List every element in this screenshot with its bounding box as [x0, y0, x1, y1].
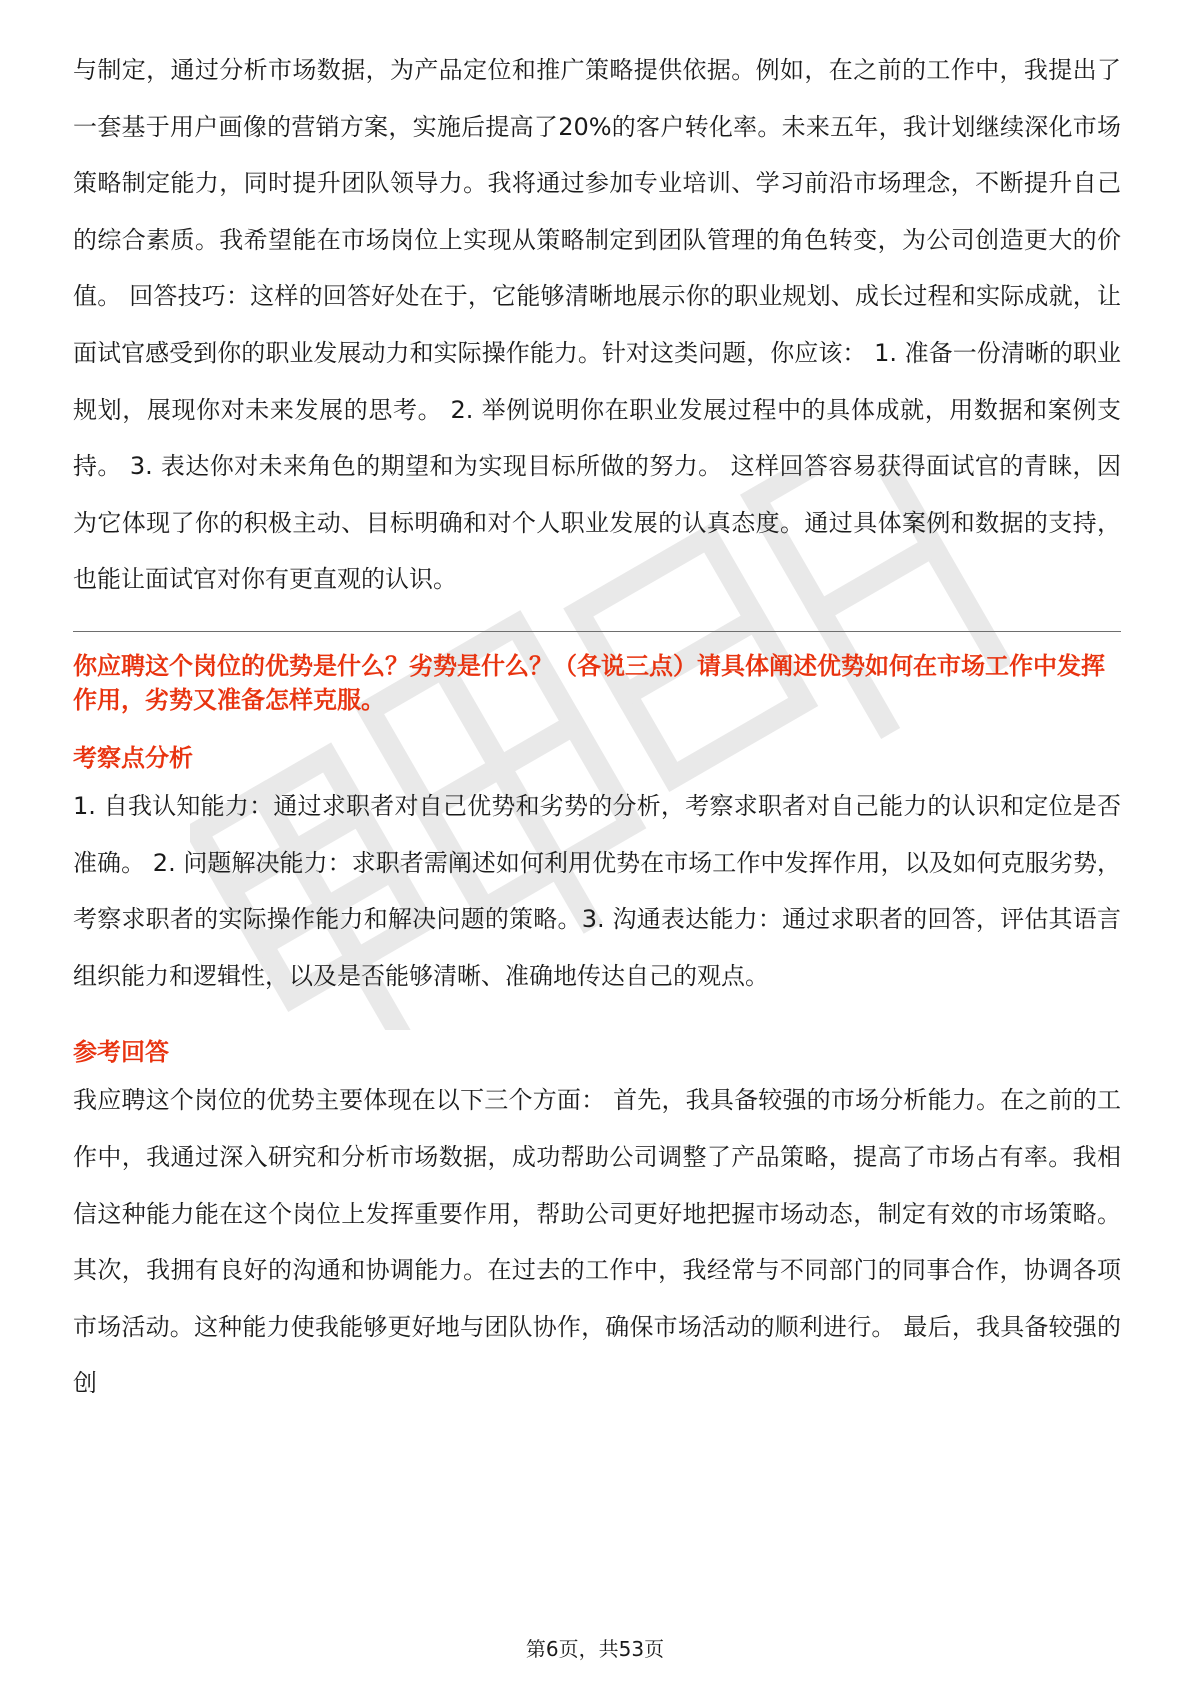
answer-paragraph: 我应聘这个岗位的优势主要体现在以下三个方面： 首先，我具备较强的市场分析能力。在之前的工作中，我通过深入研究和分析市场数据，成功帮助公司调整了产品策略，提高了市场占有率。我相信这种能力能在这个岗位上发挥重要作用，帮助公司更好地把握市场动态，制定有效的市场策略。 其次，我拥有良好的沟通和协调能力。在过去的工作中，我经常与不同部门的同事合作，协调各项市场活动。这种能力使我能够更好地与团队协作，确保市场活动的顺利进行。 最后，我具备较强的创	[73, 1086, 1121, 1398]
interview-question: 你应聘这个岗位的优势是什么？劣势是什么？（各说三点）请具体阐述优势如何在市场工作中发挥作用，劣势又准备怎样克服。	[73, 651, 1105, 714]
analysis-heading: 考察点分析	[73, 743, 193, 772]
page-indicator: 第6页，共53页	[525, 1637, 665, 1661]
answer-heading: 参考回答	[73, 1038, 169, 1067]
section-divider	[73, 631, 1121, 632]
document-content	[73, 42, 1121, 1412]
intro-paragraph: 与制定，通过分析市场数据，为产品定位和推广策略提供依据。例如，在之前的工作中，我提出了一套基于用户画像的营销方案，实施后提高了20%的客户转化率。未来五年，我计划继续深化市场策略制定能力，同时提升团队领导力。我将通过参加专业培训、学习前沿市场理念，不断提升自己的综合素质。我希望能在市场岗位上实现从策略制定到团队管理的角色转变，为公司创造更大的价值。 回答技巧：这样的回答好处在于，它能够清晰地展示你的职业规划、成长过程和实际成就，让面试官感受到你的职业发展动力和实际操作能力。针对这类问题，你应该： 1. 准备一份清晰的职业规划，展现你对未来发展的思考。 2. 举例说明你在职业发展过程中的具体成就，用数据和案例支持。 3. 表达你对未来角色的期望和为实现目标所做的努力。 这样回答容易获得面试官的青睐，因为它体现了你的积极主动、目标明确和对个人职业发展的认真态度。通过具体案例和数据的支持，也能让面试官对你有更直观的认识。	[73, 56, 1121, 594]
analysis-paragraph: 1. 自我认知能力：通过求职者对自己优势和劣势的分析，考察求职者对自己能力的认识和定位是否准确。 2. 问题解决能力：求职者需阐述如何利用优势在市场工作中发挥作用，以及如何克服劣势，考察求职者的实际操作能力和解决问题的策略。3. 沟通表达能力：通过求职者的回答，评估其语言组织能力和逻辑性，以及是否能够清晰、准确地传达自己的观点。	[73, 791, 1121, 990]
